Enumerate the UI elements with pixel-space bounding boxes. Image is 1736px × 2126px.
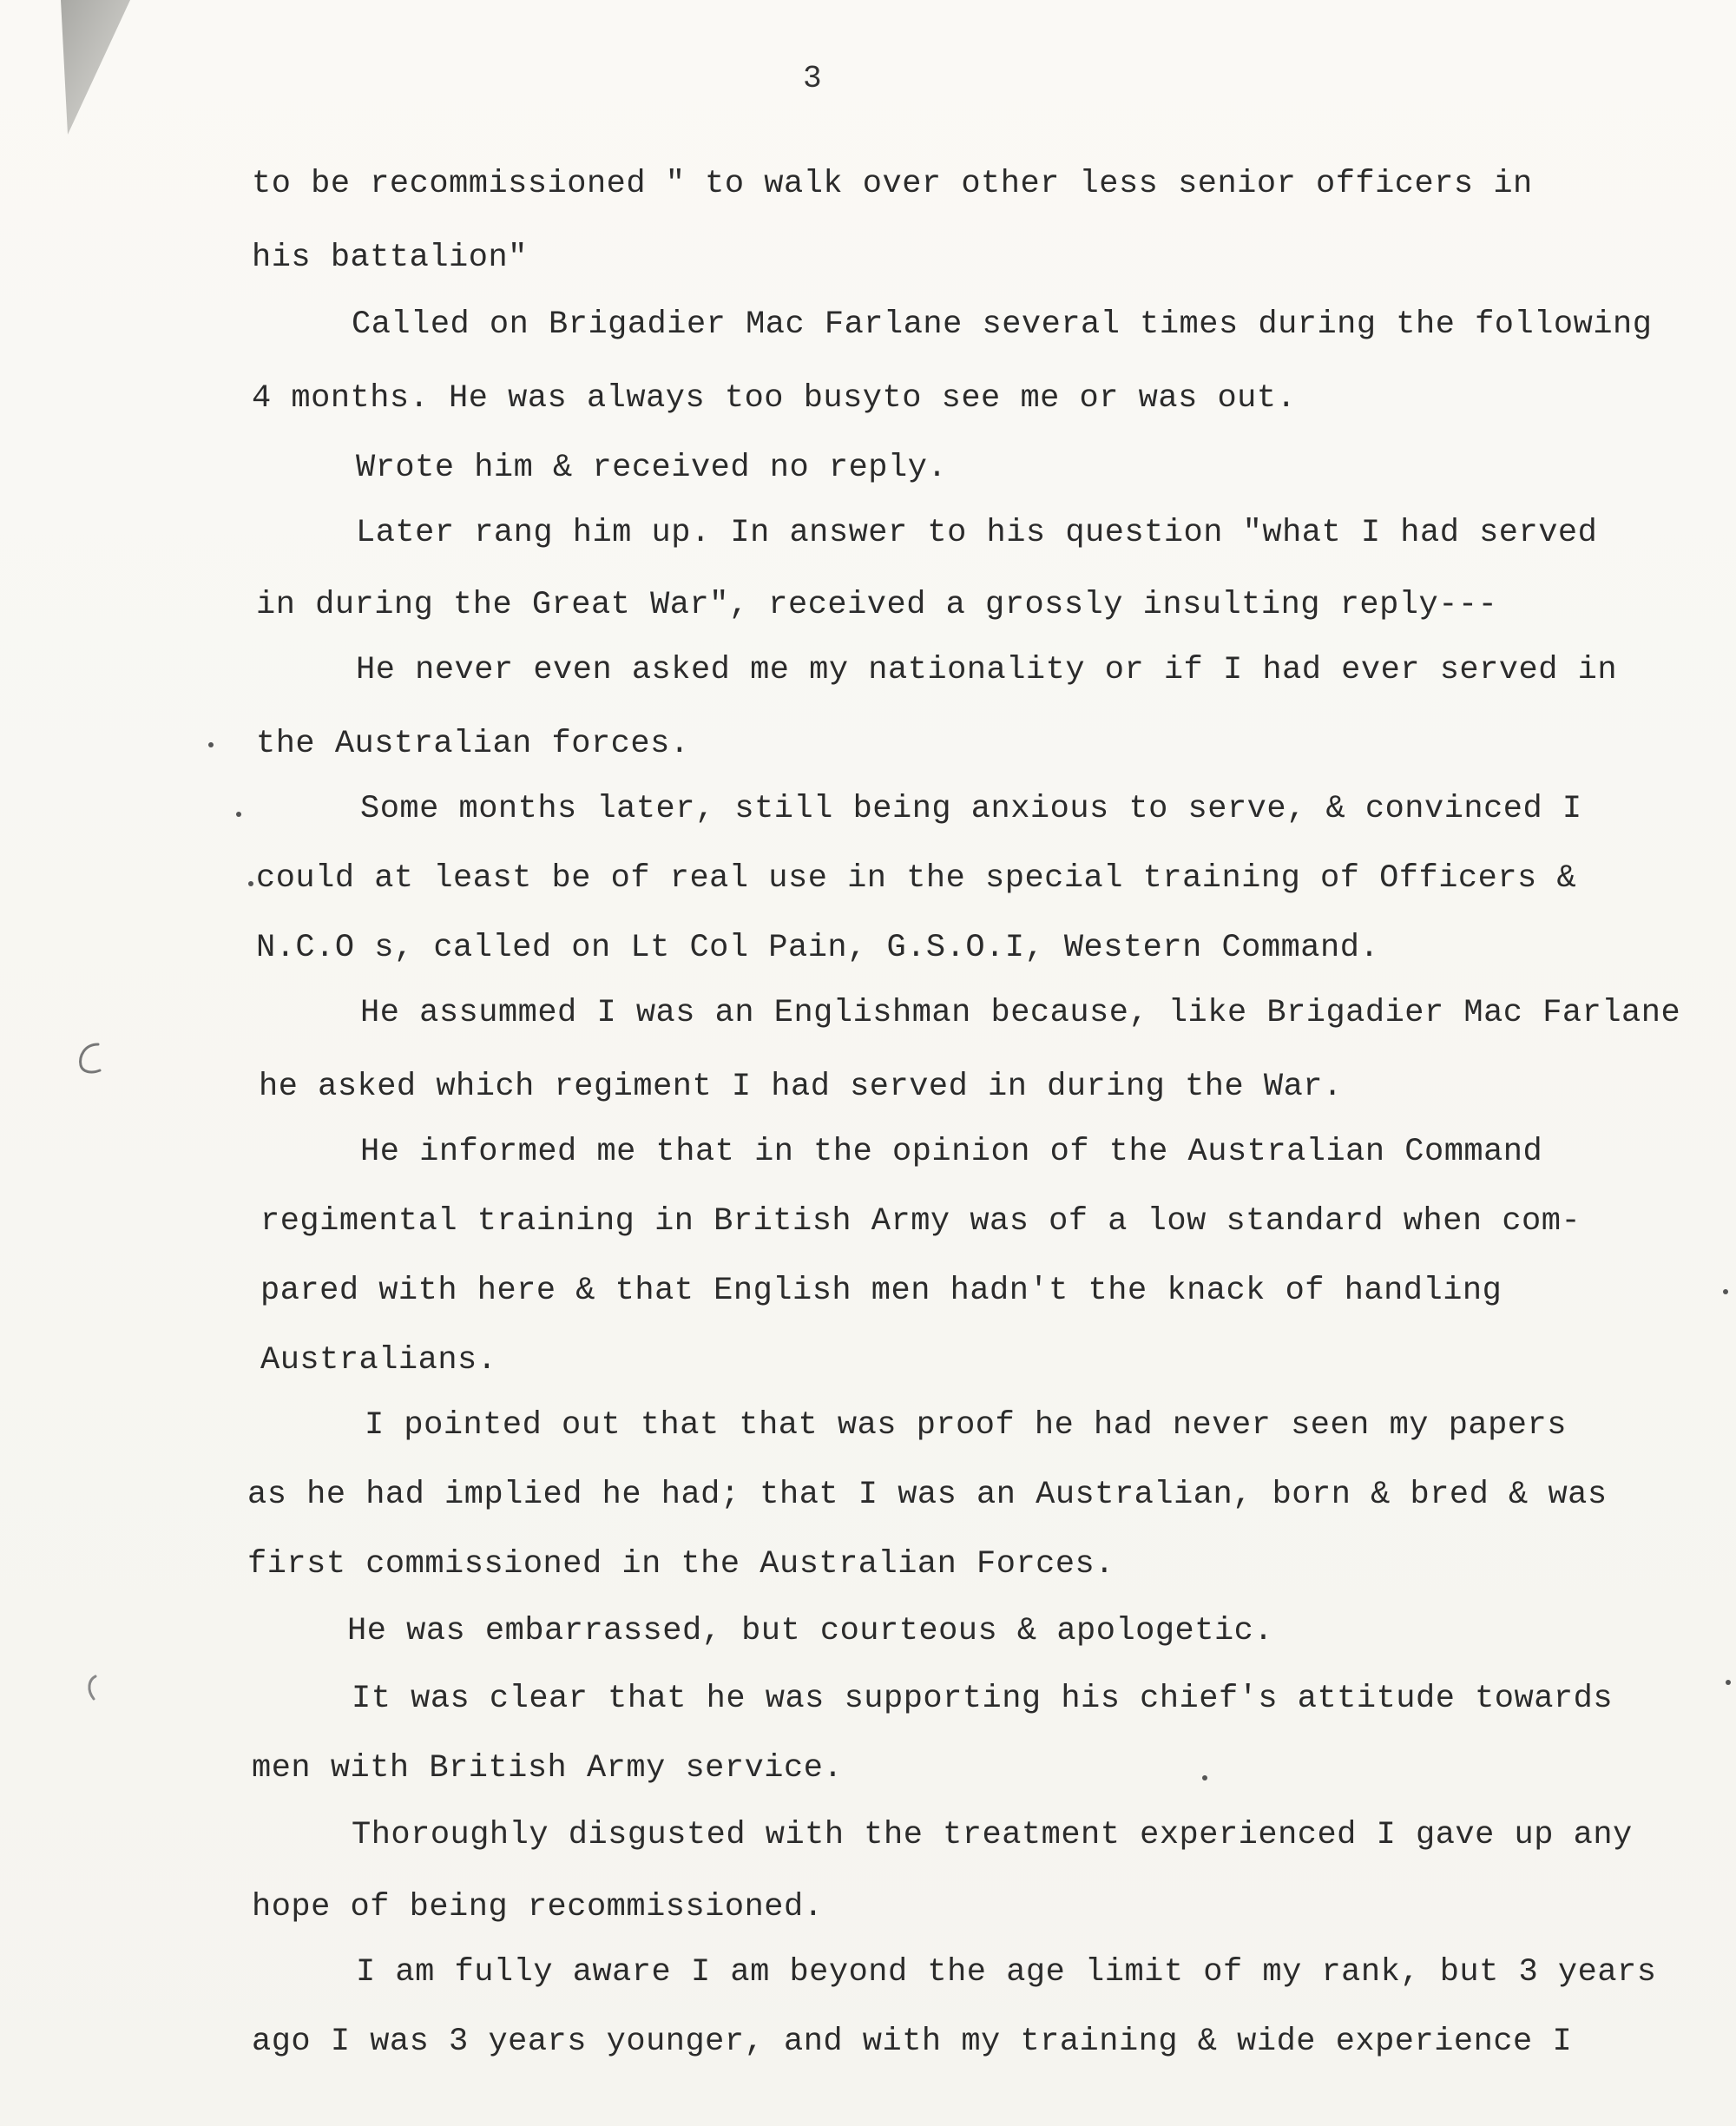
text-line-2: his battalion" [252, 240, 528, 276]
text-line-1: to be recommissioned " to walk over other less senior officers in [252, 166, 1533, 202]
text-line-13: He assummed I was an Englishman because, like Brigadier Mac Farlane [360, 995, 1681, 1031]
text-line-15: He informed me that in the opinion of the Australian Command [360, 1134, 1543, 1170]
text-line-18: Australians. [260, 1342, 497, 1379]
text-line-7: in during the Great War", received a grossly insulting reply--- [256, 587, 1498, 623]
text-line-28: ago I was 3 years younger, and with my training & wide experience I [252, 2024, 1573, 2060]
text-line-11: could at least be of real use in the special training of Officers & [256, 860, 1577, 897]
text-line-25: Thoroughly disgusted with the treatment experienced I gave up any [352, 1817, 1633, 1853]
text-line-26: hope of being recommissioned. [252, 1889, 824, 1925]
paper-speck [1202, 1775, 1207, 1780]
text-line-24: men with British Army service. [252, 1750, 844, 1787]
margin-pencil-mark [74, 1037, 108, 1081]
margin-pencil-mark [80, 1671, 106, 1706]
paper-speck [1726, 1680, 1731, 1685]
paper-speck [1723, 1289, 1728, 1294]
text-line-3: Called on Brigadier Mac Farlane several times during the following [352, 306, 1653, 343]
paper-speck [248, 881, 253, 886]
text-line-19: I pointed out that that was proof he had never seen my papers [365, 1407, 1567, 1444]
text-line-22: He was embarrassed, but courteous & apologetic. [347, 1613, 1274, 1649]
text-line-8: He never even asked me my nationality or if I had ever served in [356, 652, 1618, 688]
text-line-5: Wrote him & received no reply. [356, 450, 948, 486]
paper-speck [208, 742, 214, 747]
text-line-21: first commissioned in the Australian Forces. [247, 1546, 1115, 1583]
text-line-27: I am fully aware I am beyond the age limit of my rank, but 3 years [356, 1954, 1657, 1991]
paper-speck [236, 812, 241, 817]
text-line-10: Some months later, still being anxious to serve, & convinced I [360, 791, 1582, 827]
text-line-17: pared with here & that English men hadn't the knack of handling [260, 1273, 1503, 1309]
folded-corner-shadow [61, 0, 139, 139]
text-line-16: regimental training in British Army was of a low standard when com- [260, 1203, 1581, 1240]
text-line-6: Later rang him up. In answer to his question "what I had served [356, 515, 1598, 551]
text-line-9: the Australian forces. [256, 726, 690, 762]
text-line-14: he asked which regiment I had served in during the War. [259, 1069, 1343, 1105]
text-line-4: 4 months. He was always too busyto see me or was out. [252, 380, 1297, 417]
text-line-23: It was clear that he was supporting his chief's attitude towards [352, 1681, 1614, 1717]
text-line-12: N.C.O s, called on Lt Col Pain, G.S.O.I, Western Command. [256, 930, 1380, 966]
page-number: 3 [803, 61, 822, 96]
text-line-20: as he had implied he had; that I was an Australian, born & bred & was [247, 1477, 1608, 1513]
